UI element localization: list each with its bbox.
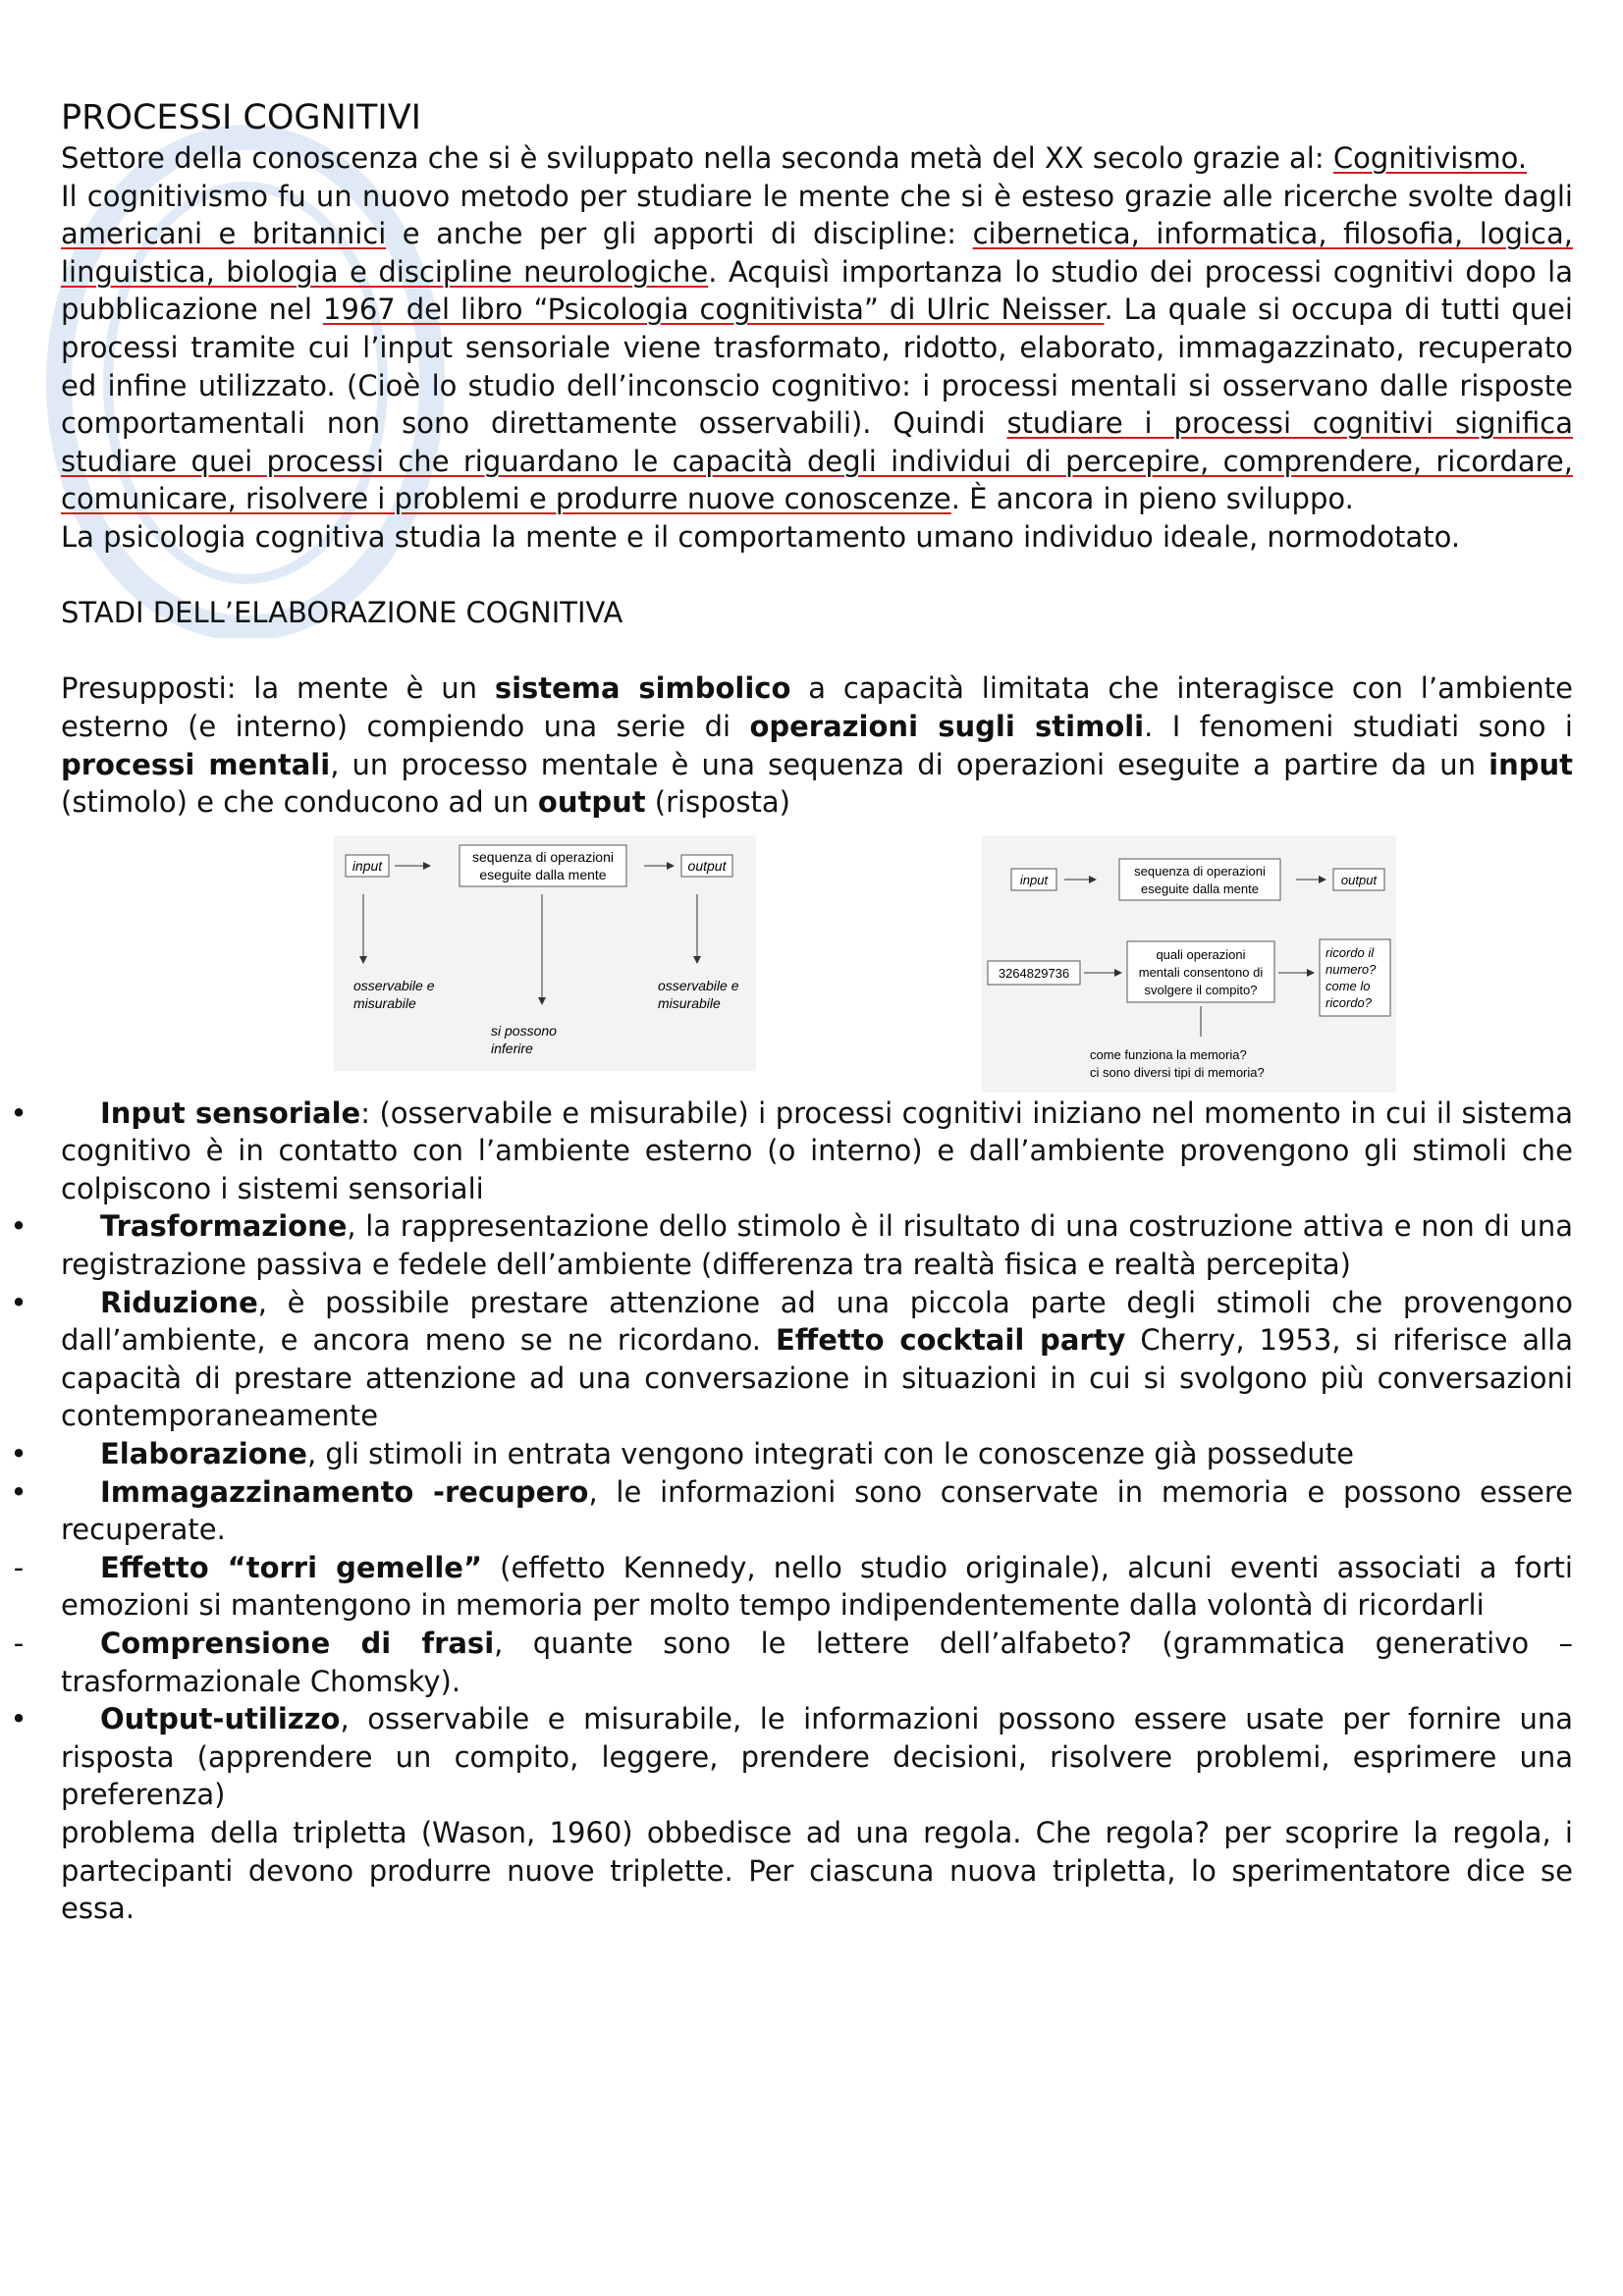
paragraph-assumptions: Presupposti: la mente è un sistema simbolico a capacità limitata che interagisce con l’ambiente esterno (e interno) compiendo una serie di operazioni sugli stimoli. I fenomeni studiati sono i processi mentali, un processo mentale è una sequenza di operazioni eseguite a partire da un input (stimolo) e che conducono ad un output (risposta): [61, 671, 1573, 820]
list-item: • Riduzione, è possibile prestare attenzione ad una piccola parte degli stimoli che provengono dall’ambiente, e ancora meno se ne ricordano. Effetto cocktail party Cherry, 1953, si riferisce alla capacità di prestare attenzione ad una conversazione in situazioni in cui si svolgono più conversazioni contemporaneamente: [10, 1285, 1573, 1433]
svg-text:sequenza di operazioni: sequenza di operazioni: [1134, 863, 1266, 879]
paragraph-triplet: problema della tripletta (Wason, 1960) obbedisce ad una regola. Che regola? per scoprire la regola, i partecipanti devono produrre nuove triplette. Per ciascuna nuova tripletta, lo sperimentatore dice se essa.: [61, 1815, 1573, 1926]
svg-text:ricordo?: ricordo?: [1325, 994, 1372, 1010]
svg-text:inferire: inferire: [491, 1040, 533, 1056]
svg-text:si possono: si possono: [491, 1022, 557, 1039]
paragraph-cognitivism: Il cognitivismo fu un nuovo metodo per studiare le mente che si è esteso grazie alle ricerche svolte dagli americani e britannici e anche per gli apporti di discipline: cibernetica, informatica, filosofia, logica, linguistica, biologia e discipline neurologiche. Acquisì importanza lo studio dei processi cognitivi dopo la pubblicazione nel 1967 del libro “Psicologia cognitivista” di Ulric Neisser. La quale si occupa di tutti quei processi tramite cui l’input sensoriale viene trasformato, ridotto, elaborato, immagazzinato, recuperato ed infine utilizzato. (Cioè lo studio dell’inconscio cognitivo: i processi mentali si osservano dalle risposte comportamentali non sono direttamente osservabili). Quindi studiare i processi cognitivi significa studiare quei processi che riguardano le capacità degli individui di percepire, comprendere, ricordare, comunicare, risolvere i problemi e produrre nuove conoscenze. È ancora in pieno sviluppo.: [61, 179, 1574, 516]
list-item: - Comprensione di frasi, quante sono le lettere dell’alfabeto? (grammatica generativo – trasformazionale Chomsky).: [13, 1627, 1573, 1698]
document-page: [10, 96, 1574, 1928]
paragraph-intro: Settore della conoscenza che si è sviluppato nella seconda metà del XX secolo grazie al: Cognitivismo.: [61, 141, 1528, 175]
stages-list: [10, 1095, 1574, 1814]
underline-cognitivismo: Cognitivismo.: [1332, 141, 1528, 175]
svg-text:numero?: numero?: [1325, 961, 1377, 977]
figures-row: [61, 835, 1573, 1093]
fig2-number: 3264829736: [998, 965, 1070, 981]
svg-text:come lo: come lo: [1325, 978, 1371, 993]
svg-text:eseguite dalla mente: eseguite dalla mente: [1141, 881, 1259, 896]
fig1-seq-line1: sequenza di operazioni: [472, 848, 614, 865]
list-item: - Effetto “torri gemelle” (effetto Kennedy, nello studio originale), alcuni eventi associati a forti emozioni si mantengono in memoria per molto tempo indipendentemente dalla volontà di ricordarli: [13, 1550, 1573, 1623]
svg-text:misurabile: misurabile: [658, 994, 721, 1011]
list-item: • Elaborazione, gli stimoli in entrata vengono integrati con le conoscenze già possedute: [10, 1437, 1354, 1471]
fig2-output-label: output: [1340, 872, 1378, 887]
fig1-input-label: input: [352, 857, 383, 874]
page-title: PROCESSI COGNITIVI: [61, 98, 421, 137]
svg-text:svolgere il compito?: svolgere il compito?: [1144, 982, 1258, 997]
list-item: • Input sensoriale: (osservabile e misurabile) i processi cognitivi iniziano nel momento in cui il sistema cognitivo è in contatto con l’ambiente esterno (o interno) e dall’ambiente provengono gli stimoli che colpiscono i sistemi sensoriali: [10, 1095, 1574, 1205]
paragraph-psychology: La psicologia cognitiva studia la mente e il comportamento umano individuo ideale, normodotato.: [61, 519, 1461, 554]
svg-text:osservabile e: osservabile e: [658, 977, 739, 993]
fig2-input-label: input: [1019, 872, 1049, 887]
svg-text:quali operazioni: quali operazioni: [1156, 946, 1246, 962]
svg-text:ci sono diversi tipi di memori: ci sono diversi tipi di memoria?: [1090, 1064, 1265, 1080]
fig1-seq-line2: eseguite dalla mente: [479, 866, 607, 882]
list-item: • Trasformazione, la rappresentazione dello stimolo è il risultato di una costruzione attiva e non di una registrazione passiva e fedele dell’ambiente (differenza tra realtà fisica e realtà percepita): [10, 1209, 1573, 1282]
fig1-output-label: output: [687, 857, 727, 874]
svg-text:mentali consentono di: mentali consentono di: [1138, 964, 1264, 980]
svg-text:misurabile: misurabile: [353, 994, 416, 1011]
svg-text:ricordo il: ricordo il: [1325, 944, 1375, 960]
svg-text:osservabile e: osservabile e: [353, 977, 435, 993]
list-item: • Output-utilizzo, osservabile e misurabile, le informazioni possono essere usate per fornire una risposta (apprendere un compito, leggere, prendere decisioni, risolvere problemi, esprimere una preferenza): [10, 1702, 1573, 1812]
list-item: • Immagazzinamento -recupero, le informazioni sono conservate in memoria e possono essere recuperate.: [10, 1474, 1573, 1547]
svg-text:come funziona la memoria?: come funziona la memoria?: [1090, 1046, 1247, 1062]
section-heading: STADI DELL’ELABORAZIONE COGNITIVA: [61, 596, 623, 630]
figure-memory-diagram: [982, 835, 1396, 1093]
figure-processing-diagram: [334, 835, 756, 1071]
